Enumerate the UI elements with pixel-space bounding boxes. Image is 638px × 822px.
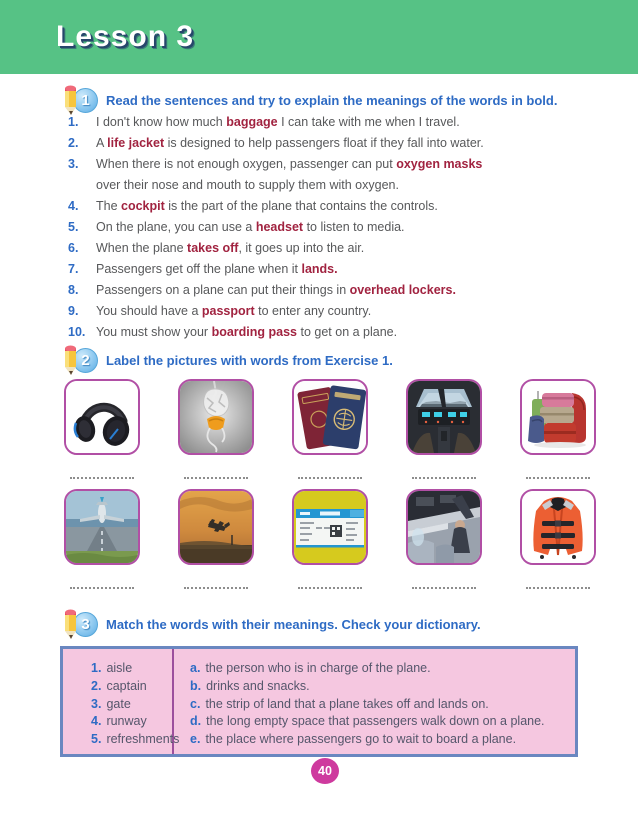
life-jacket-photo: [522, 491, 594, 563]
answer-line: [184, 465, 248, 479]
answer-line: [184, 575, 248, 589]
picture-card-plane-landing: [178, 489, 254, 589]
picture-card-passports: [292, 379, 368, 479]
exercise3-number-badge: 3: [73, 612, 98, 637]
answer-line: [70, 465, 134, 479]
sentence-1: 1. I don't know how much baggage I can take with me when I travel.: [68, 115, 460, 129]
exercise1-instruction: Read the sentences and try to explain the meanings of the words in bold.: [106, 92, 558, 108]
plane-taking-off-photo: [66, 491, 138, 563]
plane-landing-photo: [180, 491, 252, 563]
lesson-header: [0, 0, 638, 74]
picture-card-oxygen-mask: [178, 379, 254, 479]
exercise2-number-badge: 2: [73, 348, 98, 373]
page-number-badge: 40: [311, 758, 339, 784]
picture-card-plane-taking-off: [64, 489, 140, 589]
sentence-2: 2. A life jacket is designed to help passengers float if they fall into water.: [68, 136, 484, 150]
picture-card-baggage: [520, 379, 596, 479]
sentence-7: 7. Passengers get off the plane when it lands.: [68, 262, 338, 276]
picture-card-headset: [64, 379, 140, 479]
picture-grid-row2: [64, 489, 596, 589]
boarding-pass-photo: [294, 491, 366, 563]
exercise1-number-badge: 1: [73, 88, 98, 113]
exercise2-header: [62, 344, 393, 376]
word-item: 1. aisle: [91, 661, 133, 675]
meaning-item: d. the long empty space that passengers walk down on a plane.: [190, 714, 545, 729]
answer-line: [298, 575, 362, 589]
answer-line: [70, 575, 134, 589]
baggage-photo: [522, 381, 594, 453]
matching-table: [60, 646, 578, 757]
headset-photo: [66, 381, 138, 453]
oxygen-mask-photo: [180, 381, 252, 453]
exercise3-instruction: Match the words with their meanings. Check your dictionary.: [106, 616, 481, 632]
meaning-item: a. the person who is in charge of the plane.: [190, 661, 431, 675]
word-item: 4. runway: [91, 714, 147, 729]
sentence-10: 10. You must show your boarding pass to get on a plane.: [68, 325, 398, 339]
sentence-4: 4. The cockpit is the part of the plane that contains the controls.: [68, 199, 438, 213]
pencil-icon: [62, 608, 79, 640]
picture-card-life-jacket: [520, 489, 596, 589]
exercise2-instruction: Label the pictures with words from Exercise 1.: [106, 352, 393, 368]
sentence-8: 8. Passengers on a plane can put their things in overhead lockers.: [68, 283, 456, 297]
word-item: 5. refreshments: [91, 732, 180, 747]
exercise3-header: [62, 608, 481, 640]
answer-line: [298, 465, 362, 479]
sentence-list: [68, 112, 580, 343]
word-item: 2. captain: [91, 678, 147, 693]
answer-line: [526, 465, 590, 479]
meaning-item: b. drinks and snacks.: [190, 678, 310, 693]
answer-line: [412, 465, 476, 479]
cockpit-photo: [408, 381, 480, 453]
pencil-icon: [62, 344, 79, 376]
lesson-title: Lesson 3: [56, 20, 195, 53]
meaning-item: c. the strip of land that a plane takes off and lands on.: [190, 696, 489, 711]
passports-photo: [294, 381, 366, 453]
picture-grid-row1: [64, 379, 596, 479]
answer-line: [526, 575, 590, 589]
sentence-9: 9. You should have a passport to enter any country.: [68, 304, 372, 318]
overhead-lockers-photo: [408, 491, 480, 563]
answer-line: [412, 575, 476, 589]
picture-card-overhead-lockers: [406, 489, 482, 589]
sentence-5: 5. On the plane, you can use a headset to listen to media.: [68, 220, 405, 234]
meanings-column: [174, 649, 575, 754]
word-item: 3. gate: [91, 696, 131, 711]
sentence-6: 6. When the plane takes off, it goes up into the air.: [68, 241, 365, 255]
picture-card-cockpit: [406, 379, 482, 479]
meaning-item: e. the place where passengers go to wait to board a plane.: [190, 732, 517, 747]
words-column: [63, 649, 180, 754]
picture-card-boarding-pass: [292, 489, 368, 589]
sentence-3: 3. When there is not enough oxygen, passenger can put oxygen masks over their nose and mouth to supply them with oxygen.: [68, 157, 483, 192]
pencil-icon: [62, 84, 79, 116]
